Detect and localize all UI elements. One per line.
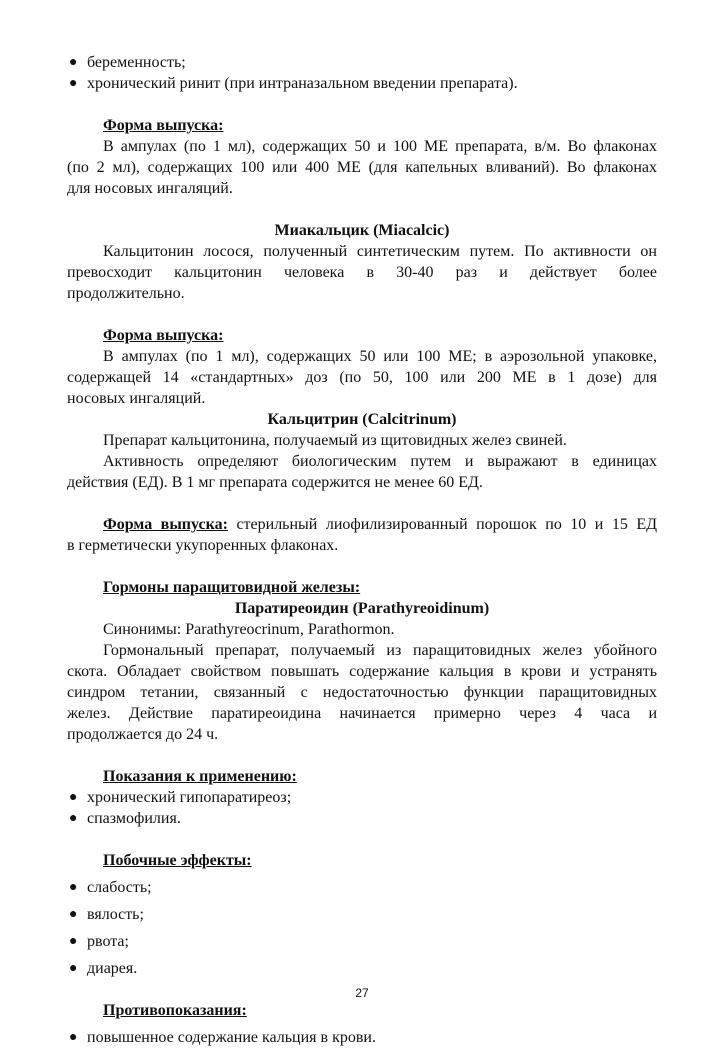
paragraph-line: Гормональный препарат, получаемый из паращитовидных желез убойного	[103, 642, 657, 659]
paragraph-line: продолжается до 24 ч.	[67, 726, 219, 743]
list-item: ● диарея.	[69, 960, 138, 977]
bullet-icon: ●	[69, 76, 78, 91]
paragraph-line: В ампулах (по 1 мл), содержащих 50 или 100 МЕ; в аэрозольной упаковке,	[103, 348, 657, 365]
paragraph-line: синдром тетании, связанный с недостаточностью функции паращитовидных	[67, 684, 657, 701]
miacalcic-title: Миакальцик (Miacalcic)	[274, 222, 450, 239]
list-item: ● спазмофилия.	[69, 810, 181, 827]
paragraph-line: носовых ингаляций.	[67, 390, 206, 407]
list-item: ● слабость;	[69, 879, 152, 896]
bullet-icon: ●	[69, 880, 78, 895]
side-effects-heading: Побочные эффекты:	[103, 852, 252, 869]
list-item: ● хронический ринит (при интраназальном введении препарата).	[69, 75, 518, 92]
paragraph-line: скота. Обладает свойством повышать содержание кальция в крови и устранять	[67, 663, 657, 680]
contraindications-heading: Противопоказания:	[103, 1002, 247, 1019]
bullet-icon: ●	[69, 1030, 78, 1045]
bullet-icon: ●	[69, 907, 78, 922]
parathyroid-section-heading: Гормоны паращитовидной железы:	[103, 579, 361, 596]
parathyroid-title: Паратиреоидин (Parathyreoidinum)	[234, 600, 490, 617]
list-item: ● повышенное содержание кальция в крови.	[69, 1029, 376, 1046]
paragraph-line: В ампулах (по 1 мл), содержащих 50 и 100 МЕ препарата, в/м. Во флаконах	[103, 138, 657, 155]
synonyms-line: Синонимы: Parathyreocrinum, Parathormon.	[103, 621, 395, 638]
page-content	[67, 52, 657, 1048]
paragraph-line: Активность определяют биологическим путем и выражают в единицах	[103, 453, 657, 470]
paragraph-line: продолжительно.	[67, 285, 185, 302]
paragraph-line: (по 2 мл), содержащих 100 или 400 МЕ (для капельных вливаний). Во флаконах	[67, 159, 657, 176]
bullet-icon: ●	[69, 961, 78, 976]
list-item: ● вялость;	[69, 906, 144, 923]
paragraph-line: для носовых ингаляций.	[67, 180, 233, 197]
paragraph-line: Кальцитонин лосося, полученный синтетическим путем. По активности он	[103, 243, 657, 260]
calcitrin-title: Кальцитрин (Calcitrinum)	[267, 411, 457, 428]
page-number: 27	[355, 986, 369, 1000]
paragraph-line: желез. Действие паратиреоидина начинается примерно через 4 часа и	[67, 705, 657, 722]
paragraph-line: Препарат кальцитонина, получаемый из щитовидных желез свиней.	[103, 432, 567, 449]
list-item: ● хронический гипопаратиреоз;	[69, 789, 292, 806]
list-item: ● рвота;	[69, 933, 129, 950]
bullet-icon: ●	[69, 55, 78, 70]
form3-line: Форма выпуска: стерильный лиофилизированный порошок по 10 и 15 ЕД	[103, 516, 658, 533]
paragraph-line: действия (ЕД). В 1 мг препарата содержится не менее 60 ЕД.	[67, 474, 483, 491]
bullet-icon: ●	[69, 790, 78, 805]
form2-heading: Форма выпуска:	[103, 327, 224, 344]
bullet-icon: ●	[69, 811, 78, 826]
form1-heading: Форма выпуска:	[103, 117, 224, 134]
list-item: ● беременность;	[69, 54, 186, 71]
paragraph-line: содержащей 14 «стандартных» доз (по 50, 100 или 200 МЕ в 1 дозе) для	[67, 369, 657, 386]
form3-heading: Форма выпуска:	[103, 516, 228, 533]
indications-heading: Показания к применению:	[103, 768, 297, 785]
paragraph-line: в герметически укупоренных флаконах.	[67, 537, 339, 554]
paragraph-line: превосходит кальцитонин человека в 30-40 раз и действует более	[67, 264, 657, 281]
bullet-icon: ●	[69, 934, 78, 949]
